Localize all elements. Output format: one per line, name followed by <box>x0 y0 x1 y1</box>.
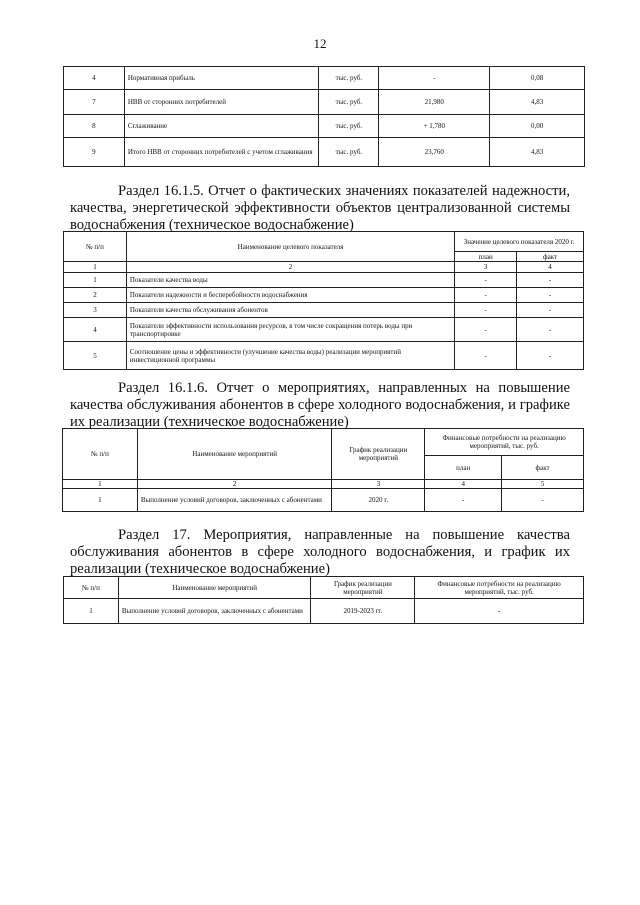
header-num: № п/п <box>64 232 127 262</box>
plan-value: - <box>455 303 517 318</box>
row-number: 3 <box>64 303 127 318</box>
value-2: 4,83 <box>490 90 585 115</box>
heading-line: качества, энергетической эффективности объектов централизованной системы <box>70 200 570 216</box>
unit: тыс. руб. <box>319 67 379 90</box>
finance-value: - <box>415 599 584 624</box>
heading-line: реализации (техническое водоснабжение) <box>70 561 330 577</box>
table-row <box>64 318 584 342</box>
measure-name: Выполнение условий договоров, заключенных с абонентами <box>137 489 332 512</box>
row-number: 4 <box>64 318 127 342</box>
index-cell: 3 <box>455 262 517 273</box>
table-16-1-6 <box>62 428 584 512</box>
table-row <box>63 489 584 512</box>
heading-line: Раздел 16.1.5. Отчет о фактических значениях показателей надежности, <box>118 183 570 199</box>
table-row <box>64 342 584 370</box>
index-cell: 4 <box>517 262 584 273</box>
row-number: 7 <box>64 90 125 115</box>
table-row <box>64 303 584 318</box>
heading-line: их реализации (техническое водоснабжение) <box>70 414 349 430</box>
schedule-value: 2020 г. <box>332 489 425 512</box>
header-value: Значение целевого показателя 2020 г. <box>455 232 584 252</box>
fact-value: - <box>517 273 584 288</box>
indicator-name: Показатели качества обслуживания абонентов <box>126 303 454 318</box>
header-row <box>63 429 584 456</box>
unit: тыс. руб. <box>319 115 379 138</box>
plan-value: - <box>455 342 517 370</box>
fact-value: - <box>517 288 584 303</box>
section-16-1-6-heading <box>70 380 570 431</box>
row-number: 8 <box>64 115 125 138</box>
index-row <box>63 480 584 489</box>
measure-name: Выполнение условий договоров, заключенных с абонентами <box>118 599 311 624</box>
value-1: + 1,780 <box>379 115 490 138</box>
value-2: 4,83 <box>490 138 585 167</box>
header-row <box>64 232 584 252</box>
table-row <box>64 67 585 90</box>
plan-value: - <box>455 318 517 342</box>
table-row <box>64 599 584 624</box>
index-cell: 2 <box>137 480 332 489</box>
indicator-name: Показатели надежности и бесперебойности водоснабжения <box>126 288 454 303</box>
indicator-name: Показатели качества воды <box>126 273 454 288</box>
index-cell: 2 <box>126 262 454 273</box>
indicator-name: Соотношение цены и эффективности (улучшение качества воды) реализации мероприятий инвестиционной программы <box>126 342 454 370</box>
header-fact: факт <box>517 252 584 262</box>
fact-value: - <box>517 342 584 370</box>
header-num: № п/п <box>63 429 138 480</box>
header-schedule: График реализации мероприятий <box>311 577 415 599</box>
section-17-heading <box>70 527 570 578</box>
indicator-name: Нормативная прибыль <box>124 67 319 90</box>
fact-value: - <box>517 318 584 342</box>
schedule-value: 2019-2023 гг. <box>311 599 415 624</box>
table-row <box>64 288 584 303</box>
fact-value: - <box>502 489 584 512</box>
indicator-name: Итого НВВ от сторонних потребителей с учетом сглаживания <box>124 138 319 167</box>
page-number: 12 <box>313 36 327 51</box>
index-cell: 5 <box>502 480 584 489</box>
unit: тыс. руб. <box>319 138 379 167</box>
plan-value: - <box>455 273 517 288</box>
header-name: Наименование мероприятий <box>118 577 311 599</box>
header-plan: план <box>455 252 517 262</box>
indicator-name: Показатели эффективности использования ресурсов, в том числе сокращения потерь воды при транспортировке <box>126 318 454 342</box>
header-schedule: График реализации мероприятий <box>332 429 425 480</box>
header-finance: Финансовые потребности на реализацию мероприятий, тыс. руб. <box>415 577 584 599</box>
table-row <box>64 138 585 167</box>
row-number: 4 <box>64 67 125 90</box>
header-fact: факт <box>502 456 584 480</box>
row-number: 1 <box>64 273 127 288</box>
heading-line: качества обслуживания абонентов в сфере холодного водоснабжения, и графике <box>70 397 570 413</box>
fact-value: - <box>517 303 584 318</box>
header-name: Наименование мероприятий <box>137 429 332 480</box>
value-1: 23,760 <box>379 138 490 167</box>
table-row <box>64 90 585 115</box>
row-number: 9 <box>64 138 125 167</box>
value-1: - <box>379 67 490 90</box>
row-number: 2 <box>64 288 127 303</box>
row-number: 1 <box>63 489 138 512</box>
indicator-name: НВВ от сторонних потребителей <box>124 90 319 115</box>
section-16-1-5-heading <box>70 183 570 234</box>
index-cell: 3 <box>332 480 425 489</box>
header-num: № п/п <box>64 577 119 599</box>
index-cell: 1 <box>63 480 138 489</box>
row-number: 1 <box>64 599 119 624</box>
header-finance: Финансовые потребности на реализацию мероприятий, тыс. руб. <box>425 429 584 456</box>
index-cell: 1 <box>64 262 127 273</box>
table-16-1-5 <box>63 231 584 370</box>
table-top <box>63 66 585 167</box>
heading-line: Раздел 17. Мероприятия, направленные на повышение качества <box>118 527 570 543</box>
table-row <box>64 115 585 138</box>
indicator-name: Сглаживание <box>124 115 319 138</box>
header-row <box>64 577 584 599</box>
table-17 <box>63 576 584 624</box>
unit: тыс. руб. <box>319 90 379 115</box>
index-row <box>64 262 584 273</box>
value-2: 0,08 <box>490 67 585 90</box>
value-2: 0,00 <box>490 115 585 138</box>
row-number: 5 <box>64 342 127 370</box>
table-row <box>64 273 584 288</box>
plan-value: - <box>455 288 517 303</box>
index-cell: 4 <box>425 480 502 489</box>
plan-value: - <box>425 489 502 512</box>
heading-line: Раздел 16.1.6. Отчет о мероприятиях, направленных на повышение <box>118 380 570 396</box>
value-1: 21,980 <box>379 90 490 115</box>
header-plan: план <box>425 456 502 480</box>
heading-line: водоснабжения (техническое водоснабжение) <box>70 217 354 233</box>
heading-line: обслуживания абонентов в сфере холодного водоснабжения, и график их <box>70 544 570 560</box>
header-name: Наименование целевого показателя <box>126 232 454 262</box>
